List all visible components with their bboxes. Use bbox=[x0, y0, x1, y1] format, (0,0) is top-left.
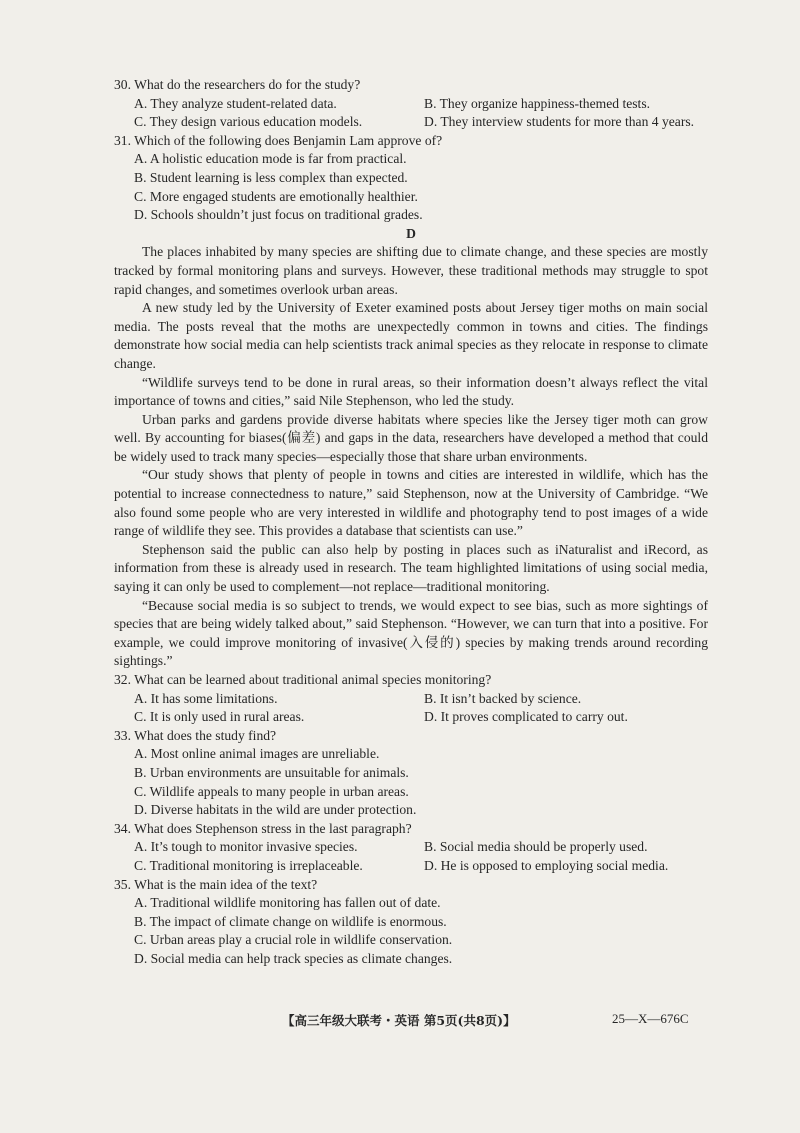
passage-paragraph: Stephenson said the public can also help by posting in places such as iNaturalist and iRecord, as information from these is already used in research. The team highlighted limitations of using social media, saying it can only be used to complement—not replace—traditional monitoring. bbox=[114, 541, 708, 595]
option-c: C. It is only used in rural areas. bbox=[134, 709, 305, 725]
question-35 bbox=[114, 876, 708, 969]
option-d: D. Social media can help track species as climate changes. bbox=[134, 950, 453, 966]
options bbox=[114, 838, 708, 875]
option-a: A. It has some limitations. bbox=[134, 690, 278, 706]
option-c: C. More engaged students are emotionally healthier. bbox=[134, 188, 418, 204]
passage-paragraph: Urban parks and gardens provide diverse habitats where species like the Jersey tiger moth can grow well. By accounting for biases(偏差) and gaps in the data, researchers have developed a method that could be widely used to track many species—especially those that share urban environments. bbox=[114, 411, 708, 464]
footer-paper-code: 25—X—676C bbox=[612, 1011, 689, 1026]
option-d: D. They interview students for more than 4 years. bbox=[424, 114, 695, 130]
question-33 bbox=[114, 727, 708, 820]
option-d: D. Schools shouldn’t just focus on traditional grades. bbox=[134, 207, 423, 223]
option-b: B. Urban environments are unsuitable for animals. bbox=[134, 764, 409, 780]
question-stem: 31. Which of the following does Benjamin Lam approve of? bbox=[114, 132, 443, 148]
option-d: D. It proves complicated to carry out. bbox=[424, 709, 628, 725]
options bbox=[114, 745, 708, 819]
question-31 bbox=[114, 132, 708, 225]
question-stem: 35. What is the main idea of the text? bbox=[114, 876, 318, 892]
passage-paragraph: “Wildlife surveys tend to be done in rural areas, so their information doesn’t always reflect the vital importance of towns and cities,” said Nile Stephenson, who led the study. bbox=[114, 374, 708, 409]
option-a: A. Most online animal images are unreliable. bbox=[134, 746, 380, 762]
option-a: A. A holistic education mode is far from practical. bbox=[134, 151, 407, 167]
option-a: A. They analyze student-related data. bbox=[134, 95, 337, 111]
option-a: A. It’s tough to monitor invasive species. bbox=[134, 839, 358, 855]
page-footer bbox=[0, 1011, 800, 1033]
question-stem: 34. What does Stephenson stress in the last paragraph? bbox=[114, 820, 412, 836]
question-30 bbox=[114, 76, 708, 132]
footer-exam-title: 【高三年级大联考・英语 第5页(共8页)】 bbox=[282, 1013, 516, 1028]
option-b: B. Student learning is less complex than expected. bbox=[134, 169, 408, 185]
page-content bbox=[114, 76, 708, 969]
question-stem: 33. What does the study find? bbox=[114, 727, 277, 743]
question-32 bbox=[114, 671, 708, 727]
passage-paragraph: “Our study shows that plenty of people in towns and cities are interested in wildlife, which has the potential to increase connectedness to nature,” said Stephenson, now at the University of Cambridge. “We also found some people who are very interested in wildlife and photography tend to post images of a wide range of wildlife they see. This provides a database that scientists can use.” bbox=[114, 467, 708, 539]
passage-paragraph: “Because social media is so subject to trends, we would expect to see bias, such as more sightings of species that are being widely talked about,” said Stephenson. “However, we can turn that into a positive. For example, we could improve monitoring of invasive(入侵的) species by making trends around recording sightings.” bbox=[114, 597, 708, 669]
option-b: B. It isn’t backed by science. bbox=[424, 690, 582, 706]
question-stem: 32. What can be learned about traditional animal species monitoring? bbox=[114, 672, 492, 687]
options bbox=[114, 894, 708, 968]
option-c: C. Urban areas play a crucial role in wildlife conservation. bbox=[134, 932, 453, 948]
options bbox=[114, 690, 708, 727]
option-c: C. Traditional monitoring is irreplaceable. bbox=[134, 857, 363, 873]
option-c: C. Wildlife appeals to many people in urban areas. bbox=[134, 783, 409, 799]
question-stem: 30. What do the researchers do for the study? bbox=[114, 77, 361, 92]
option-b: B. Social media should be properly used. bbox=[424, 839, 648, 855]
option-a: A. Traditional wildlife monitoring has fallen out of date. bbox=[134, 895, 441, 911]
options bbox=[114, 150, 708, 224]
question-34 bbox=[114, 820, 708, 876]
options bbox=[114, 95, 708, 132]
option-c: C. They design various education models. bbox=[134, 114, 363, 130]
passage-paragraph: A new study led by the University of Exeter examined posts about Jersey tiger moths on main social media. The posts reveal that the moths are unexpectedly common in towns and cities. The findings demonstrate how social media can help scientists track animal species as they relocate in response to climate change. bbox=[114, 300, 708, 371]
option-d: D. Diverse habitats in the wild are under protection. bbox=[134, 802, 417, 818]
passage bbox=[114, 243, 708, 671]
option-b: B. They organize happiness-themed tests. bbox=[424, 95, 651, 111]
section-label: D bbox=[406, 225, 416, 241]
passage-paragraph: The places inhabited by many species are shifting due to climate change, and these species are mostly tracked by formal monitoring plans and surveys. However, these traditional methods may struggle to spot rapid changes, and sometimes overlook urban areas. bbox=[114, 244, 708, 297]
option-b: B. The impact of climate change on wildlife is enormous. bbox=[134, 913, 447, 929]
option-d: D. He is opposed to employing social media. bbox=[424, 857, 669, 873]
